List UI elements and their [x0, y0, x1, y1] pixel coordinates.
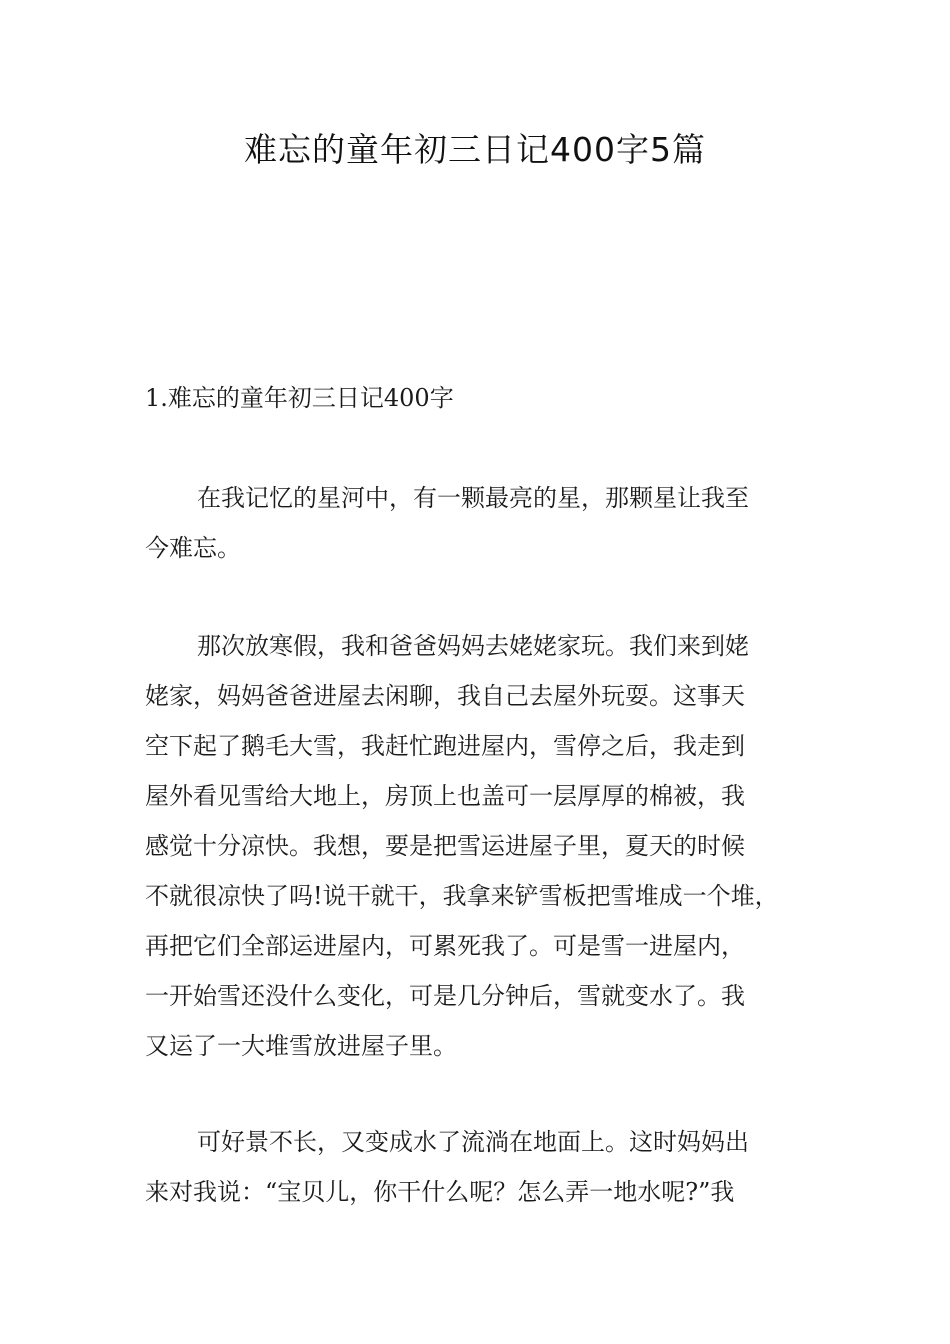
paragraph-1: [145, 473, 825, 573]
paragraph-line: 可好景不长，又变成水了流淌在地面上。这时妈妈出: [197, 1128, 749, 1156]
paragraph-line: 今难忘。: [145, 534, 241, 562]
paragraph-line: 姥家，妈妈爸爸进屋去闲聊，我自己去屋外玩耍。这事天: [145, 682, 745, 710]
paragraph-line: 屋外看见雪给大地上，房顶上也盖可一层厚厚的棉被，我: [145, 782, 745, 810]
paragraph-3: [145, 1117, 825, 1217]
paragraph-2: [145, 621, 825, 1071]
paragraph-line: 一开始雪还没什么变化，可是几分钟后，雪就变水了。我: [145, 982, 745, 1010]
section-heading: 1.难忘的童年初三日记400字: [145, 384, 454, 412]
paragraph-line: 在我记忆的星河中，有一颗最亮的星，那颗星让我至: [197, 484, 749, 512]
paragraph-line: 空下起了鹅毛大雪，我赶忙跑进屋内，雪停之后，我走到: [145, 732, 745, 760]
paragraph-line: 再把它们全部运进屋内，可累死我了。可是雪一进屋内，: [145, 932, 745, 960]
paragraph-line: 来对我说：“宝贝儿，你干什么呢？怎么弄一地水呢?”我: [145, 1178, 735, 1206]
paragraph-line: 不就很凉快了吗!说干就干，我拿来铲雪板把雪堆成一个堆，: [145, 882, 779, 910]
document-title: 难忘的童年初三日记400字5篇: [244, 130, 706, 169]
paragraph-line: 又运了一大堆雪放进屋子里。: [145, 1032, 457, 1060]
paragraph-line: 感觉十分凉快。我想，要是把雪运进屋子里，夏天的时候: [145, 832, 745, 860]
paragraph-line: 那次放寒假，我和爸爸妈妈去姥姥家玩。我们来到姥: [197, 632, 749, 660]
